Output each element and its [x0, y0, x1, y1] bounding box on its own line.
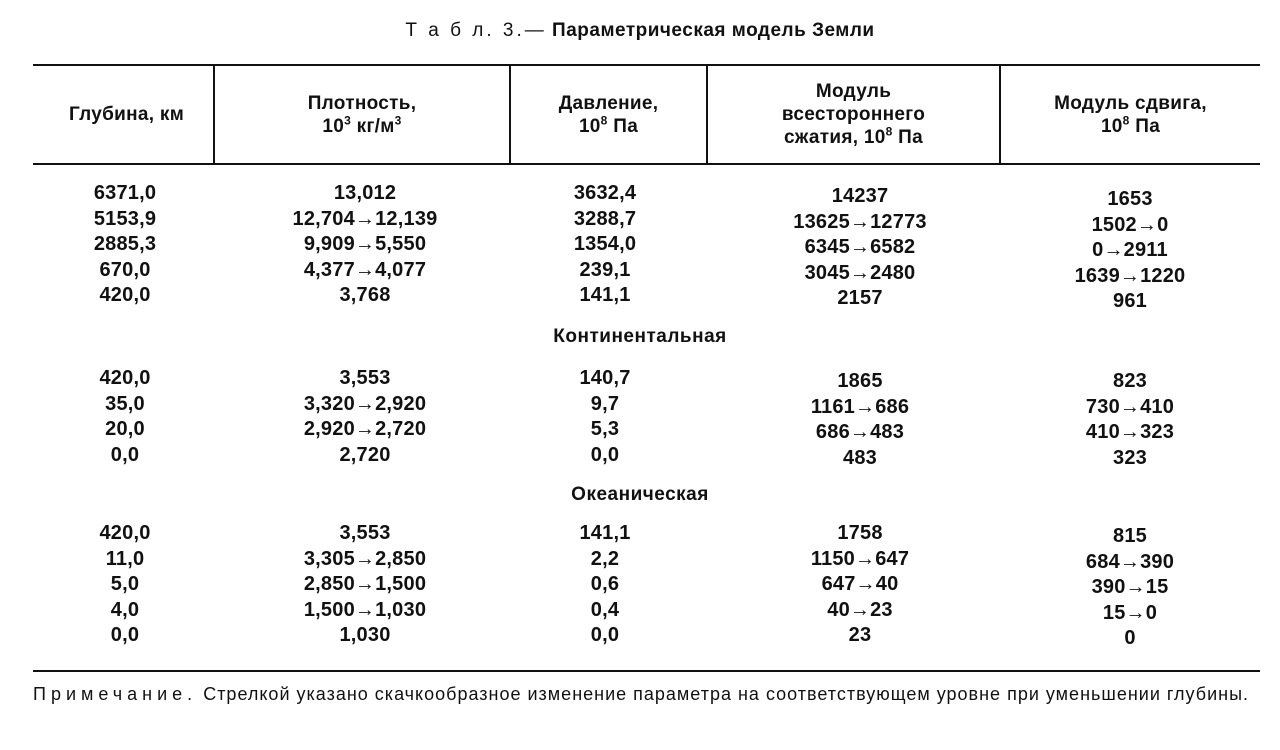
table-cell: 323	[1113, 446, 1147, 469]
table-cell: 141,1	[579, 522, 631, 544]
table-cell: 2,920→2,720	[303, 418, 427, 440]
header-bulk-modulus	[708, 66, 999, 163]
table-cell: 23	[848, 624, 872, 646]
table-cell: 3,553	[339, 522, 391, 544]
table-cell: 3632,4	[573, 182, 637, 204]
section-label-oceanic: Океаническая	[571, 484, 709, 505]
table-cell: 1,500→1,030	[303, 598, 427, 621]
bulk-column-oceanic	[745, 521, 975, 649]
table-cell: 1161→686	[810, 395, 910, 418]
depth-column-core	[60, 181, 190, 309]
header-pressure	[511, 66, 706, 163]
table-cell: 3,305→2,850	[303, 547, 427, 570]
bulk-column-core	[745, 184, 975, 312]
table-cell: 420,0	[99, 522, 151, 544]
shear-column-continental	[1040, 369, 1220, 471]
table-cell: 1865	[837, 370, 883, 392]
header-bulk-line1: Модуль	[815, 81, 892, 102]
table-cell: 2157	[837, 287, 883, 309]
table-cell: 0,0	[590, 443, 620, 466]
table-cell: 0,0	[110, 443, 140, 466]
table-cell: 647→40	[821, 573, 899, 595]
table-cell: 1758	[837, 522, 883, 544]
table-caption	[0, 18, 1280, 44]
table-cell: 3,768	[339, 284, 391, 306]
table-cell: 15→0	[1102, 601, 1158, 624]
table-cell: 5,3	[590, 418, 620, 440]
depth-column-continental	[60, 366, 190, 468]
table-cell: 13625→12773	[793, 210, 927, 233]
table-cell: 14237	[831, 185, 889, 207]
table-cell: 0	[1124, 627, 1136, 649]
table-cell: 684→390	[1085, 550, 1175, 573]
table-cell: 3,320→2,920	[303, 392, 427, 415]
table-cell: 3045→2480	[804, 261, 916, 284]
table-cell: 20,0	[105, 418, 145, 440]
depth-column-oceanic	[60, 521, 190, 649]
table-cell: 686→483	[815, 421, 905, 443]
table-cell: 0,0	[590, 624, 620, 646]
table-cell: 815	[1113, 525, 1147, 547]
table-footnote	[33, 682, 1260, 706]
table-cell: 6345→6582	[804, 236, 916, 258]
table-cell: 4,377→4,077	[303, 258, 427, 281]
table-cell: 420,0	[99, 284, 151, 306]
header-depth-label: Глубина, км	[68, 104, 185, 125]
table-cell: 9,7	[590, 392, 620, 415]
table-cell: 410→323	[1085, 421, 1175, 443]
table-cell: 1,030	[339, 624, 391, 646]
table-cell: 0,6	[590, 573, 620, 595]
table-cell: 1653	[1107, 188, 1153, 210]
table-cell: 140,7	[579, 367, 631, 389]
table-cell: 6371,0	[93, 182, 157, 204]
table-cell: 1150→647	[810, 547, 910, 570]
pressure-column-oceanic	[540, 521, 670, 649]
table-cell: 3288,7	[573, 207, 637, 230]
bottom-rule	[33, 670, 1260, 672]
bulk-column-continental	[745, 369, 975, 471]
table-cell: 2,850→1,500	[303, 573, 427, 595]
table-cell: 2,2	[590, 547, 620, 570]
header-density-line1: Плотность,	[307, 92, 417, 114]
table-cell: 0→2911	[1092, 239, 1168, 261]
header-pressure-line1: Давление,	[558, 92, 659, 114]
section-label-continental: Континентальная	[553, 326, 727, 347]
header-rule	[33, 163, 1260, 165]
header-shear-line2: $10^8$ Па	[1100, 113, 1161, 137]
shear-column-core	[1040, 187, 1220, 315]
table-number: Т а б л. 3.—	[405, 20, 547, 41]
header-density-line2: $10^3$ $кг/м^3$	[322, 113, 402, 137]
table-cell: 9,909→5,550	[303, 233, 427, 255]
table-title: Параметрическая модель Земли	[552, 20, 875, 41]
table-cell: 2,720	[339, 443, 391, 466]
table-cell: 670,0	[99, 258, 151, 281]
header-shear-modulus	[1001, 66, 1260, 163]
table-cell: 1502→0	[1091, 213, 1169, 236]
header-bulk-line3: сжатия, $10^8$ Па	[784, 124, 923, 148]
table-cell: 2885,3	[93, 233, 157, 255]
table-cell: 420,0	[99, 367, 151, 389]
header-bulk-line2: всестороннего	[781, 104, 926, 125]
table-cell: 730→410	[1085, 395, 1175, 418]
table-cell: 3,553	[339, 367, 391, 389]
density-column-continental	[250, 366, 480, 468]
table-cell: 35,0	[105, 392, 145, 415]
table-cell: 5153,9	[93, 207, 157, 230]
footnote-text: Стрелкой указано скачкообразное изменение параметра на соответствующем уровне при уменьшении глубины.	[197, 684, 1250, 704]
shear-column-oceanic	[1040, 524, 1220, 652]
table-cell: 11,0	[105, 547, 145, 570]
table-cell: 239,1	[579, 258, 631, 281]
table-cell: 1639→1220	[1074, 264, 1186, 287]
density-column-core	[250, 181, 480, 309]
table-cell: 483	[843, 446, 877, 469]
header-depth	[40, 66, 213, 163]
footnote-label: Примечание.	[33, 684, 198, 704]
table-cell: 4,0	[110, 598, 140, 621]
table-cell: 961	[1113, 290, 1147, 312]
density-column-oceanic	[250, 521, 480, 649]
pressure-column-core	[540, 181, 670, 309]
header-density	[215, 66, 509, 163]
header-shear-line1: Модуль сдвига,	[1054, 92, 1207, 114]
table-cell: 12,704→12,139	[292, 207, 438, 230]
header-pressure-line2: $10^8$ Па	[578, 113, 639, 137]
table-cell: 5,0	[110, 573, 140, 595]
table-cell: 823	[1113, 370, 1147, 392]
table-cell: 141,1	[579, 284, 631, 306]
table-cell: 0,0	[110, 624, 140, 646]
table-cell: 0,4	[590, 598, 620, 621]
table-cell: 1354,0	[573, 233, 637, 255]
table-cell: 390→15	[1091, 576, 1169, 598]
table-cell: 40→23	[827, 598, 893, 621]
pressure-column-continental	[540, 366, 670, 468]
table-cell: 13,012	[333, 182, 397, 204]
